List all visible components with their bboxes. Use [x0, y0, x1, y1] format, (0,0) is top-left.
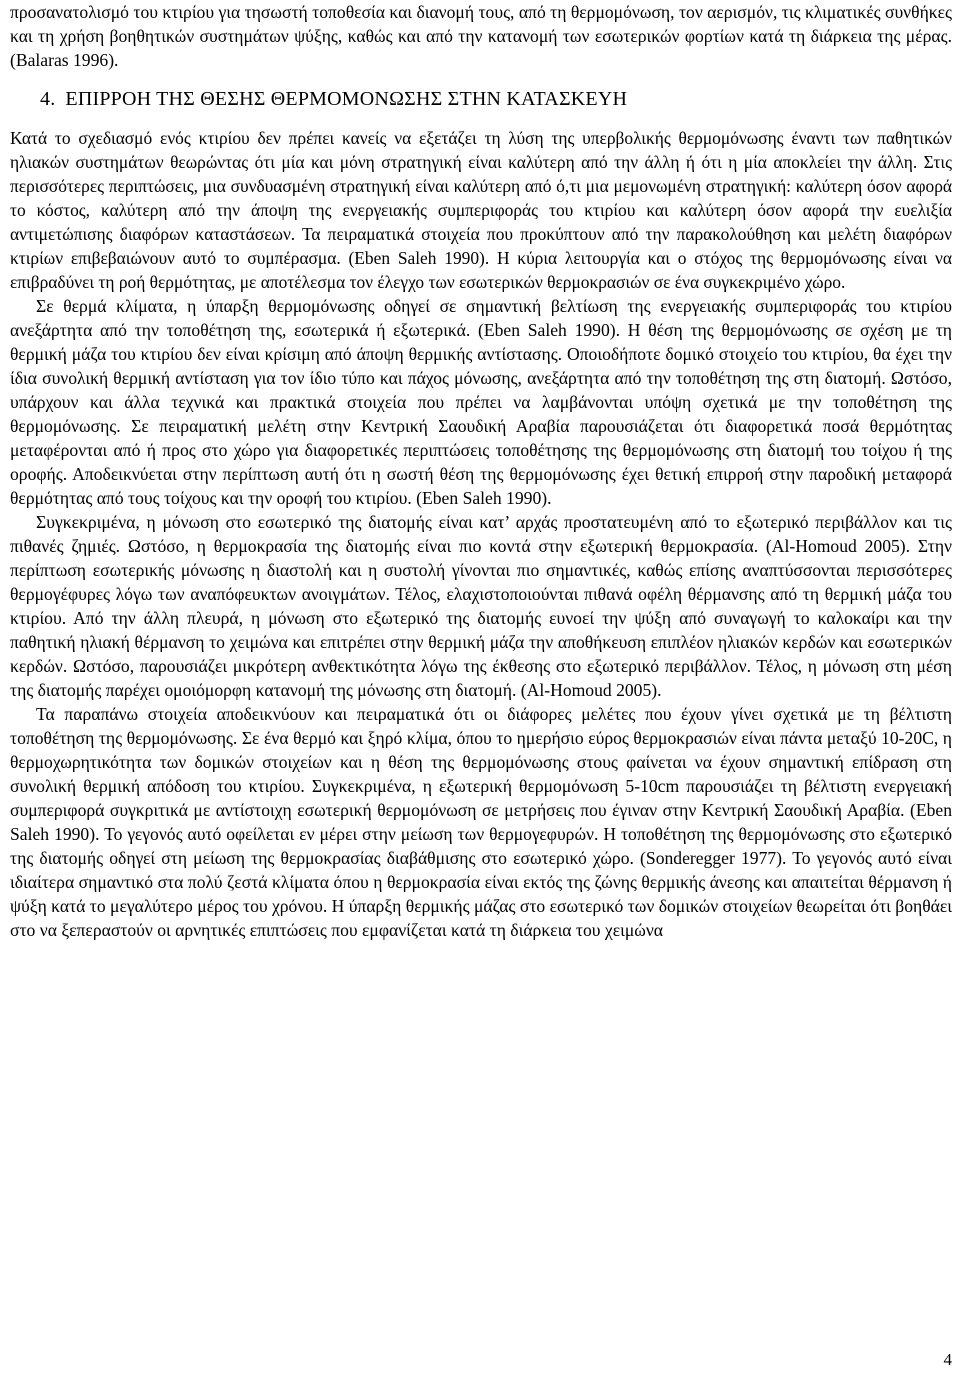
- body-paragraph-1: Κατά το σχεδιασμό ενός κτιρίου δεν πρέπει κανείς να εξετάζει τη λύση της υπερβολικής θερμομόνωσης έναντι των παθητικών ηλιακών συστημάτων θεωρώντας ότι μία και μόνη στρατηγική είναι καλύτερη από την άλλη ή ότι η μία αποκλείει την άλλη. Στις περισσότερες περιπτώσεις, μια συνδυασμένη στρατηγική είναι καλύτερη από ό,τι μια μεμονωμένη στρατηγική: καλύτερη όσον αφορά το κόστος, καλύτερη από την άποψη της ενεργειακής συμπεριφοράς του κτιρίου και καλύτερη όσον αφορά την ευελιξία αντιμετώπισης διαφόρων καταστάσεων. Τα πειραματικά στοιχεία που προκύπτουν από την παρακολούθηση και μελέτη διαφόρων κτιρίων επιβεβαιώνουν αυτό το συμπέρασμα. (Eben Saleh 1990). Η κύρια λειτουργία και ο στόχος της θερμομόνωσης είναι να επιβραδύνει τη ροή θερμότητας, με αποτέλεσμα τον έλεγχο των εσωτερικών θερμοκρασιών σε ένα συγκεκριμένο χώρο.: [10, 128, 952, 292]
- body-paragraph-3: Συγκεκριμένα, η μόνωση στο εσωτερικό της διατομής είναι κατ’ αρχάς προστατευμένη από το εξωτερικό περιβάλλον και τις πιθανές ζημιές. Ωστόσο, η θερμοκρασία της διατομής είναι πιο κοντά στην εξωτερική θερμοκρασία. (Al-Homoud 2005). Στην περίπτωση εσωτερικής μόνωσης η διαστολή και η συστολή γίνονται πιο σημαντικές, καθώς επίσης αναπτύσσονται περισσότερες θερμογέφυρες λόγω των αναπόφευκτων ανοιγμάτων. Τέλος, ελαχιστοποιούνται πιθανά οφέλη θέρμανσης από τη θερμική μάζα του κτιρίου. Από την άλλη πλευρά, η μόνωση στο εξωτερικό της διατομής ευνοεί την ψύξη από συναγωγή το καλοκαίρι και την παθητική ηλιακή θέρμανση το χειμώνα και επιτρέπει στην θερμική μάζα την αποθήκευση επιπλέον ηλιακών κερδών και εσωτερικών κερδών. Ωστόσο, παρουσιάζει μικρότερη ανθεκτικότητα λόγω της έκθεσης στο εξωτερικό περιβάλλον. Τέλος, η μόνωση στη μέση της διατομής παρέχει ομοιόμορφη κατανομή της μόνωσης στη διατομή. (Al-Homoud 2005).: [10, 512, 952, 700]
- section-number: 4.: [40, 88, 56, 110]
- body-paragraph-4: Τα παραπάνω στοιχεία αποδεικνύουν και πειραματικά ότι οι διάφορες μελέτες που έχουν γίνει σχετικά με τη βέλτιστη τοποθέτηση της θερμομόνωσης. Σε ένα θερμό και ξηρό κλίμα, όπου το ημερήσιο εύρος θερμοκρασιών είναι πάντα μεταξύ 10-20C, η θερμοχωρητικότητα των δομικών στοιχείων και η θέση της θερμομόνωσης στους φαίνεται να έχουν σημαντική επίδραση στη συνολική θερμική απόδοση του κτιρίου. Συγκεκριμένα, η εξωτερική θερμομόνωση 5-10cm παρουσιάζει τη βέλτιστη ενεργειακή συμπεριφορά συγκριτικά με αντίστοιχη εσωτερική θερμομόνωση σε μετρήσεις που έγιναν στην Κεντρική Σαουδική Αραβία. (Eben Saleh 1990). Το γεγονός αυτό οφείλεται εν μέρει στην μείωση των θερμογεφυρών. Η τοποθέτηση της θερμομόνωσης στο εξωτερικό της διατομής οδηγεί στη μείωση της θερμοκρασίας διαβάθμισης στο εσωτερικό χώρο. (Sonderegger 1977). Το γεγονός αυτό είναι ιδιαίτερα σημαντικό στα πολύ ζεστά κλίματα όπου η θερμοκρασία είναι εκτός της ζώνης θερμικής άνεσης και απαιτείται θέρμανση ή ψύξη κατά το μεγαλύτερο μέρος του χρόνου. Η ύπαρξη θερμικής μάζας στο εσωτερικό των δομικών στοιχείων θεωρείται ότι βοηθάει στο να ξεπεραστούν οι αρνητικές επιπτώσεις που εμφανίζεται κατά τη διάρκεια του χειμώνα: [10, 704, 952, 940]
- section-heading: [10, 86, 952, 112]
- page-number: 4: [943, 1350, 952, 1369]
- section-title: ΕΠΙΡΡΟΗ ΤΗΣ ΘΕΣΗΣ ΘΕΡΜΟΜΟΝΩΣΗΣ ΣΤΗΝ ΚΑΤΑΣΚΕΥΗ: [65, 88, 628, 110]
- intro-paragraph: προσανατολισμό του κτιρίου για τησωστή τοποθεσία και διανομή τους, από τη θερμομόνωση, τον αερισμόν, τις κλιματικές συνθήκες και τη χρήση βοηθητικών συστημάτων ψύξης, καθώς και από την κατανομή των εσωτερικών φορτίων κατά τη διάρκεια της μέρας. (Balaras 1996).: [10, 2, 952, 70]
- body-paragraph-2: Σε θερμά κλίματα, η ύπαρξη θερμομόνωσης οδηγεί σε σημαντική βελτίωση της ενεργειακής συμπεριφοράς του κτιρίου ανεξάρτητα από την τοποθέτηση της, εσωτερικά ή εξωτερικά. (Eben Saleh 1990). Η θέση της θερμομόνωσης σε σχέση με τη θερμική μάζα του κτιρίου δεν είναι κρίσιμη από άποψη θερμικής αντίστασης. Οποιοδήποτε δομικό στοιχείο του κτιρίου, θα έχει την ίδια συνολική θερμική αντίσταση για τον ίδιο τύπο και πάχος μόνωσης, ανεξάρτητα από την τοποθέτηση της στη διατομή. Ωστόσο, υπάρχουν και άλλα τεχνικά και πρακτικά στοιχεία που πρέπει να λαμβάνονται υπόψη σχετικά με την τοποθέτηση της θερμομόνωσης. Σε πειραματική μελέτη στην Κεντρική Σαουδική Αραβία παρουσιάζεται ότι διαφορετικά ποσά θερμότητας μεταφέρονται από ή προς στο χώρο για διαφορετικές περιπτώσεις τοποθέτησης της θερμομόνωσης στη διατομή του τοίχου ή της οροφής. Αποδεικνύεται στην περίπτωση αυτή ότι η σωστή θέση της θερμομόνωσης έχει θετική επιρροή στην παροδική μεταφορά θερμότητας από τους τοίχους και την οροφή του κτιρίου. (Eben Saleh 1990).: [10, 296, 952, 508]
